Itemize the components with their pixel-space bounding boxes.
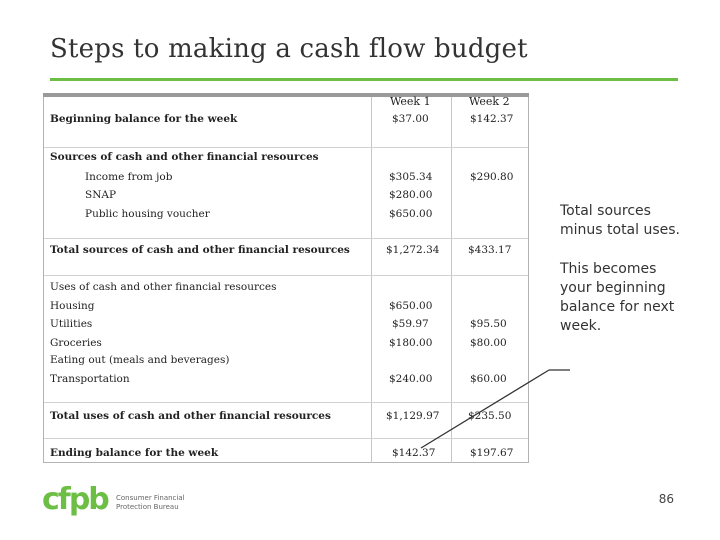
cell-transportation-week1: $240.00	[389, 373, 433, 385]
pointer-segment	[421, 370, 549, 448]
cell-groceries-week2: $80.00	[470, 337, 507, 349]
cell-total-uses-week2: $235.50	[468, 410, 512, 422]
note-line: balance for next	[560, 299, 675, 315]
section-heading-uses: Uses of cash and other financial resources	[50, 281, 277, 293]
cell-groceries-week1: $180.00	[389, 337, 433, 349]
cell-total-uses-week1: $1,129.97	[386, 410, 440, 422]
row-label-housing: Housing	[50, 300, 95, 312]
cell-utilities-week1: $59.97	[392, 318, 429, 330]
note-line: This becomes	[560, 261, 657, 277]
header-week-2: Week 2	[469, 95, 510, 108]
row-label-income: Income from job	[85, 171, 173, 183]
row-label-transportation: Transportation	[50, 373, 130, 385]
note-line: your beginning	[560, 280, 666, 296]
cell-snap-week1: $280.00	[389, 189, 433, 201]
logo-subtitle-line: Protection Bureau	[116, 503, 179, 511]
cell-ending-week2: $197.67	[470, 447, 514, 459]
row-label-utilities: Utilities	[50, 318, 93, 330]
row-label-total-uses: Total uses of cash and other financial resources	[50, 410, 331, 422]
cell-income-week2: $290.80	[470, 171, 514, 183]
cell-utilities-week2: $95.50	[470, 318, 507, 330]
note-line: week.	[560, 318, 602, 334]
row-label-housing-voucher: Public housing voucher	[85, 208, 210, 220]
row-label-total-sources: Total sources of cash and other financial resources	[50, 244, 350, 256]
cell-beginning-week2: $142.37	[470, 113, 514, 125]
note-line: minus total uses.	[560, 222, 681, 238]
cell-income-week1: $305.34	[389, 171, 433, 183]
cell-total-sources-week2: $433.17	[468, 244, 512, 256]
section-heading-sources: Sources of cash and other financial resources	[50, 151, 319, 163]
note-line: Total sources	[560, 203, 651, 219]
cfpb-logo: cfpb	[42, 482, 108, 517]
page-number: 86	[658, 492, 674, 506]
cell-total-sources-week1: $1,272.34	[386, 244, 440, 256]
row-label-snap: SNAP	[85, 189, 117, 201]
cell-housing-voucher-week1: $650.00	[389, 208, 433, 220]
header-week-1: Week 1	[390, 95, 431, 108]
row-label-groceries: Groceries	[50, 337, 102, 349]
cell-ending-week1: $142.37	[392, 447, 436, 459]
cell-housing-week1: $650.00	[389, 300, 433, 312]
row-label-ending-balance: Ending balance for the week	[50, 447, 219, 459]
row-label-eating-out: Eating out (meals and beverages)	[50, 354, 230, 366]
logo-subtitle-line: Consumer Financial	[116, 494, 185, 502]
cell-beginning-week1: $37.00	[392, 113, 429, 125]
cell-transportation-week2: $60.00	[470, 373, 507, 385]
logo-subtitle	[116, 494, 196, 512]
page-title: Steps to making a cash flow budget	[50, 34, 528, 64]
row-label-beginning-balance: Beginning balance for the week	[50, 113, 238, 125]
